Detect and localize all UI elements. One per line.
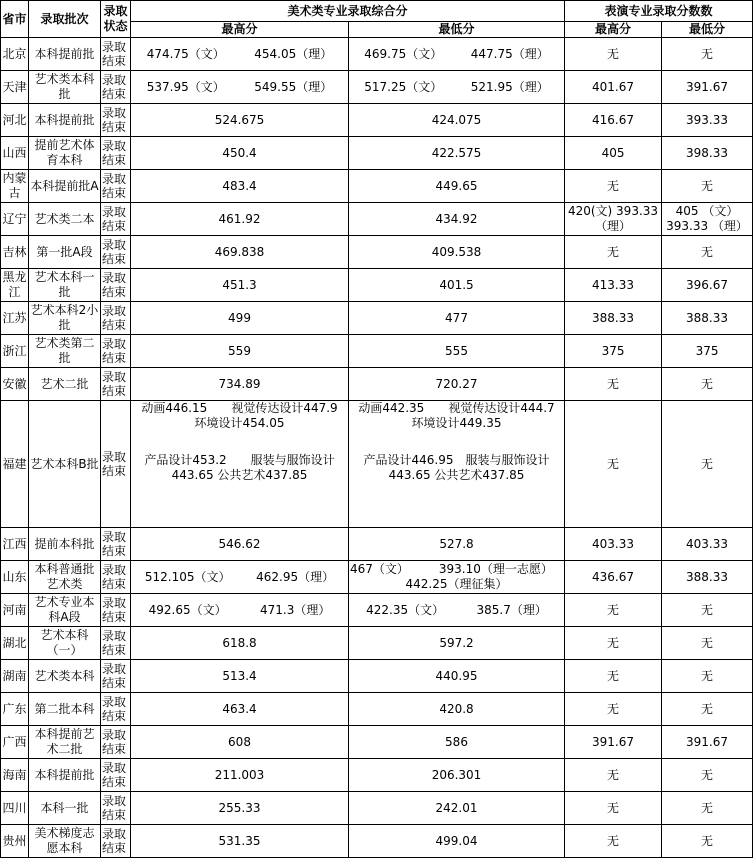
header-province: 省市 xyxy=(1,1,29,38)
art-min-cell xyxy=(349,561,565,594)
art-min-line-2: 442.25（理征集） xyxy=(405,577,508,591)
perf-max-cell: 无 xyxy=(565,368,662,401)
province-cell: 北京 xyxy=(1,38,29,71)
batch-cell: 艺术类第二批 xyxy=(29,335,101,368)
province-cell: 广东 xyxy=(1,693,29,726)
table-row xyxy=(1,302,753,335)
perf-max-cell: 391.67 xyxy=(565,726,662,759)
status-cell: 录取结束 xyxy=(101,561,131,594)
batch-cell: 本科提前艺术二批 xyxy=(29,726,101,759)
status-cell: 录取结束 xyxy=(101,528,131,561)
art-max-wen: 474.75（文） xyxy=(146,46,225,61)
header-art-group: 美术类专业录取综合分 xyxy=(131,1,565,22)
art-min-cell: 586 xyxy=(349,726,565,759)
province-cell: 福建 xyxy=(1,401,29,528)
batch-cell: 本科一批 xyxy=(29,792,101,825)
batch-cell: 本科提前批 xyxy=(29,759,101,792)
table-row xyxy=(1,660,753,693)
batch-cell: 本科提前批 xyxy=(29,38,101,71)
art-max-cell: 450.4 xyxy=(131,137,349,170)
table-row xyxy=(1,368,753,401)
status-cell: 录取结束 xyxy=(101,726,131,759)
art-min-line-1: 467（文） 393.10（理一志愿） xyxy=(350,562,553,576)
status-cell: 录取结束 xyxy=(101,104,131,137)
perf-max-cell: 无 xyxy=(565,759,662,792)
batch-cell: 艺术本科（一） xyxy=(29,627,101,660)
art-min-cell xyxy=(349,594,565,627)
art-max-li: 454.05（理） xyxy=(254,46,333,61)
perf-max-cell: 413.33 xyxy=(565,269,662,302)
art-max-cell: 461.92 xyxy=(131,203,349,236)
perf-min-cell: 无 xyxy=(662,368,753,401)
perf-min-cell: 无 xyxy=(662,825,753,858)
table-row xyxy=(1,335,753,368)
art-min-cell: 424.075 xyxy=(349,104,565,137)
perf-min-cell: 无 xyxy=(662,627,753,660)
art-min-cell xyxy=(349,71,565,104)
table-row xyxy=(1,594,753,627)
status-cell: 录取结束 xyxy=(101,236,131,269)
art-min-cell: 420.8 xyxy=(349,693,565,726)
status-cell: 录取结束 xyxy=(101,759,131,792)
perf-max-cell: 416.67 xyxy=(565,104,662,137)
table-row xyxy=(1,792,753,825)
perf-max-cell: 无 xyxy=(565,38,662,71)
art-max-cell xyxy=(131,71,349,104)
table-row xyxy=(1,401,753,528)
province-cell: 黑龙江 xyxy=(1,269,29,302)
status-cell: 录取结束 xyxy=(101,792,131,825)
batch-cell: 艺术专业本科A段 xyxy=(29,594,101,627)
status-cell: 录取结束 xyxy=(101,594,131,627)
art-min-line-2: 产品设计446.95 服装与服饰设计443.65 公共艺术437.85 xyxy=(363,453,550,482)
batch-cell: 艺术二批 xyxy=(29,368,101,401)
art-max-cell: 483.4 xyxy=(131,170,349,203)
perf-min-cell: 无 xyxy=(662,594,753,627)
perf-min-cell: 405 （文）393.33 （理） xyxy=(662,203,753,236)
art-max-cell: 499 xyxy=(131,302,349,335)
art-max-line-2: 产品设计453.2 服装与服饰设计443.65 公共艺术437.85 xyxy=(144,453,335,482)
header-perf-group: 表演专业录取分数数 xyxy=(565,1,753,22)
art-max-line-1: 动画446.15 视觉传达设计447.9 环境设计454.05 xyxy=(141,401,350,430)
table-row xyxy=(1,170,753,203)
art-max-cell: 513.4 xyxy=(131,660,349,693)
province-cell: 山东 xyxy=(1,561,29,594)
table-row xyxy=(1,726,753,759)
perf-min-cell: 无 xyxy=(662,759,753,792)
art-min-wen: 422.35（文） xyxy=(366,602,445,617)
art-min-wen: 469.75（文） xyxy=(364,46,443,61)
status-cell: 录取结束 xyxy=(101,302,131,335)
perf-max-cell: 无 xyxy=(565,627,662,660)
art-min-cell: 242.01 xyxy=(349,792,565,825)
perf-max-cell: 无 xyxy=(565,236,662,269)
province-cell: 辽宁 xyxy=(1,203,29,236)
perf-max-cell: 无 xyxy=(565,825,662,858)
perf-max-cell: 401.67 xyxy=(565,71,662,104)
art-max-cell: 608 xyxy=(131,726,349,759)
batch-cell: 艺术类本科 xyxy=(29,660,101,693)
perf-min-cell: 无 xyxy=(662,401,753,528)
province-cell: 海南 xyxy=(1,759,29,792)
batch-cell: 艺术本科B批 xyxy=(29,401,101,528)
table-row xyxy=(1,203,753,236)
province-cell: 湖南 xyxy=(1,660,29,693)
batch-cell: 美术梯度志愿本科 xyxy=(29,825,101,858)
art-max-wen: 492.65（文） xyxy=(148,602,227,617)
art-min-cell: 449.65 xyxy=(349,170,565,203)
art-min-li: 385.7（理） xyxy=(476,602,547,617)
art-min-cell: 477 xyxy=(349,302,565,335)
art-max-cell: 546.62 xyxy=(131,528,349,561)
art-min-cell: 555 xyxy=(349,335,565,368)
table-row xyxy=(1,38,753,71)
art-min-cell: 499.04 xyxy=(349,825,565,858)
province-cell: 吉林 xyxy=(1,236,29,269)
art-min-cell: 401.5 xyxy=(349,269,565,302)
perf-max-cell: 无 xyxy=(565,792,662,825)
perf-min-cell: 391.67 xyxy=(662,71,753,104)
art-max-cell xyxy=(131,561,349,594)
status-cell: 录取结束 xyxy=(101,825,131,858)
header-status: 录取状态 xyxy=(101,1,131,38)
batch-cell: 艺术类二本 xyxy=(29,203,101,236)
perf-min-cell: 403.33 xyxy=(662,528,753,561)
status-cell: 录取结束 xyxy=(101,137,131,170)
art-min-cell: 206.301 xyxy=(349,759,565,792)
status-cell: 录取结束 xyxy=(101,203,131,236)
table-row xyxy=(1,561,753,594)
header-batch: 录取批次 xyxy=(29,1,101,38)
status-cell: 录取结束 xyxy=(101,38,131,71)
table-row xyxy=(1,759,753,792)
province-cell: 河北 xyxy=(1,104,29,137)
perf-min-cell: 388.33 xyxy=(662,561,753,594)
art-min-li: 447.75（理） xyxy=(470,46,549,61)
perf-max-cell: 405 xyxy=(565,137,662,170)
art-max-cell: 531.35 xyxy=(131,825,349,858)
province-cell: 江西 xyxy=(1,528,29,561)
perf-min-cell: 398.33 xyxy=(662,137,753,170)
province-cell: 浙江 xyxy=(1,335,29,368)
art-max-li: 549.55（理） xyxy=(254,79,333,94)
province-cell: 江苏 xyxy=(1,302,29,335)
perf-max-cell: 375 xyxy=(565,335,662,368)
perf-max-cell: 436.67 xyxy=(565,561,662,594)
batch-cell: 艺术本科一批 xyxy=(29,269,101,302)
status-cell: 录取结束 xyxy=(101,693,131,726)
province-cell: 天津 xyxy=(1,71,29,104)
province-cell: 广西 xyxy=(1,726,29,759)
perf-max-cell: 无 xyxy=(565,594,662,627)
status-cell: 录取结束 xyxy=(101,627,131,660)
art-min-cell: 720.27 xyxy=(349,368,565,401)
perf-min-cell: 无 xyxy=(662,38,753,71)
status-cell: 录取结束 xyxy=(101,401,131,528)
batch-cell: 本科提前批 xyxy=(29,104,101,137)
province-cell: 山西 xyxy=(1,137,29,170)
art-max-cell: 618.8 xyxy=(131,627,349,660)
header-art-max: 最高分 xyxy=(131,22,349,38)
art-min-li: 521.95（理） xyxy=(470,79,549,94)
table-row xyxy=(1,825,753,858)
table-row xyxy=(1,236,753,269)
province-cell: 贵州 xyxy=(1,825,29,858)
status-cell: 录取结束 xyxy=(101,368,131,401)
art-max-cell: 734.89 xyxy=(131,368,349,401)
batch-cell: 本科提前批A xyxy=(29,170,101,203)
art-max-cell xyxy=(131,38,349,71)
perf-min-cell: 391.67 xyxy=(662,726,753,759)
art-min-cell: 440.95 xyxy=(349,660,565,693)
art-max-li: 462.95（理） xyxy=(256,569,335,584)
table-row xyxy=(1,528,753,561)
perf-max-cell: 无 xyxy=(565,401,662,528)
province-cell: 河南 xyxy=(1,594,29,627)
art-max-cell: 524.675 xyxy=(131,104,349,137)
batch-cell: 第一批A段 xyxy=(29,236,101,269)
status-cell: 录取结束 xyxy=(101,335,131,368)
batch-cell: 提前艺术体育本科 xyxy=(29,137,101,170)
art-min-cell xyxy=(349,401,565,528)
header-art-min: 最低分 xyxy=(349,22,565,38)
perf-min-cell: 375 xyxy=(662,335,753,368)
art-min-cell: 434.92 xyxy=(349,203,565,236)
table-row xyxy=(1,693,753,726)
art-max-cell: 255.33 xyxy=(131,792,349,825)
art-max-li: 471.3（理） xyxy=(259,602,331,617)
art-max-cell xyxy=(131,401,349,528)
perf-min-cell: 393.33 xyxy=(662,104,753,137)
art-max-cell xyxy=(131,594,349,627)
perf-min-cell: 396.67 xyxy=(662,269,753,302)
table-row xyxy=(1,71,753,104)
art-min-line-1: 动画442.35 视觉传达设计444.7 环境设计449.35 xyxy=(358,401,567,430)
perf-max-cell: 无 xyxy=(565,170,662,203)
status-cell: 录取结束 xyxy=(101,269,131,302)
art-max-wen: 537.95（文） xyxy=(146,79,225,94)
status-cell: 录取结束 xyxy=(101,660,131,693)
batch-cell: 本科普通批艺术类 xyxy=(29,561,101,594)
perf-min-cell: 388.33 xyxy=(662,302,753,335)
art-min-cell: 597.2 xyxy=(349,627,565,660)
batch-cell: 提前本科批 xyxy=(29,528,101,561)
table-row xyxy=(1,627,753,660)
perf-max-cell: 无 xyxy=(565,693,662,726)
province-cell: 四川 xyxy=(1,792,29,825)
batch-cell: 艺术类本科批 xyxy=(29,71,101,104)
art-min-cell: 422.575 xyxy=(349,137,565,170)
perf-max-cell: 403.33 xyxy=(565,528,662,561)
perf-min-cell: 无 xyxy=(662,792,753,825)
province-cell: 湖北 xyxy=(1,627,29,660)
art-min-cell xyxy=(349,38,565,71)
perf-max-cell: 420(文) 393.33（理） xyxy=(565,203,662,236)
art-max-cell: 469.838 xyxy=(131,236,349,269)
status-cell: 录取结束 xyxy=(101,170,131,203)
art-max-cell: 451.3 xyxy=(131,269,349,302)
art-max-cell: 211.003 xyxy=(131,759,349,792)
perf-min-cell: 无 xyxy=(662,660,753,693)
header-perf-max: 最高分 xyxy=(565,22,662,38)
art-min-cell: 527.8 xyxy=(349,528,565,561)
art-max-cell: 463.4 xyxy=(131,693,349,726)
perf-max-cell: 388.33 xyxy=(565,302,662,335)
table-row xyxy=(1,104,753,137)
batch-cell: 艺术本科2小批 xyxy=(29,302,101,335)
art-min-wen: 517.25（文） xyxy=(364,79,443,94)
art-max-cell: 559 xyxy=(131,335,349,368)
status-cell: 录取结束 xyxy=(101,71,131,104)
art-min-cell: 409.538 xyxy=(349,236,565,269)
header-perf-min: 最低分 xyxy=(662,22,753,38)
perf-max-cell: 无 xyxy=(565,660,662,693)
table-row xyxy=(1,269,753,302)
province-cell: 内蒙古 xyxy=(1,170,29,203)
perf-min-cell: 无 xyxy=(662,236,753,269)
art-max-wen: 512.105（文） xyxy=(144,569,231,584)
batch-cell: 第二批本科 xyxy=(29,693,101,726)
perf-min-cell: 无 xyxy=(662,170,753,203)
perf-min-cell: 无 xyxy=(662,693,753,726)
province-cell: 安徽 xyxy=(1,368,29,401)
table-row xyxy=(1,137,753,170)
